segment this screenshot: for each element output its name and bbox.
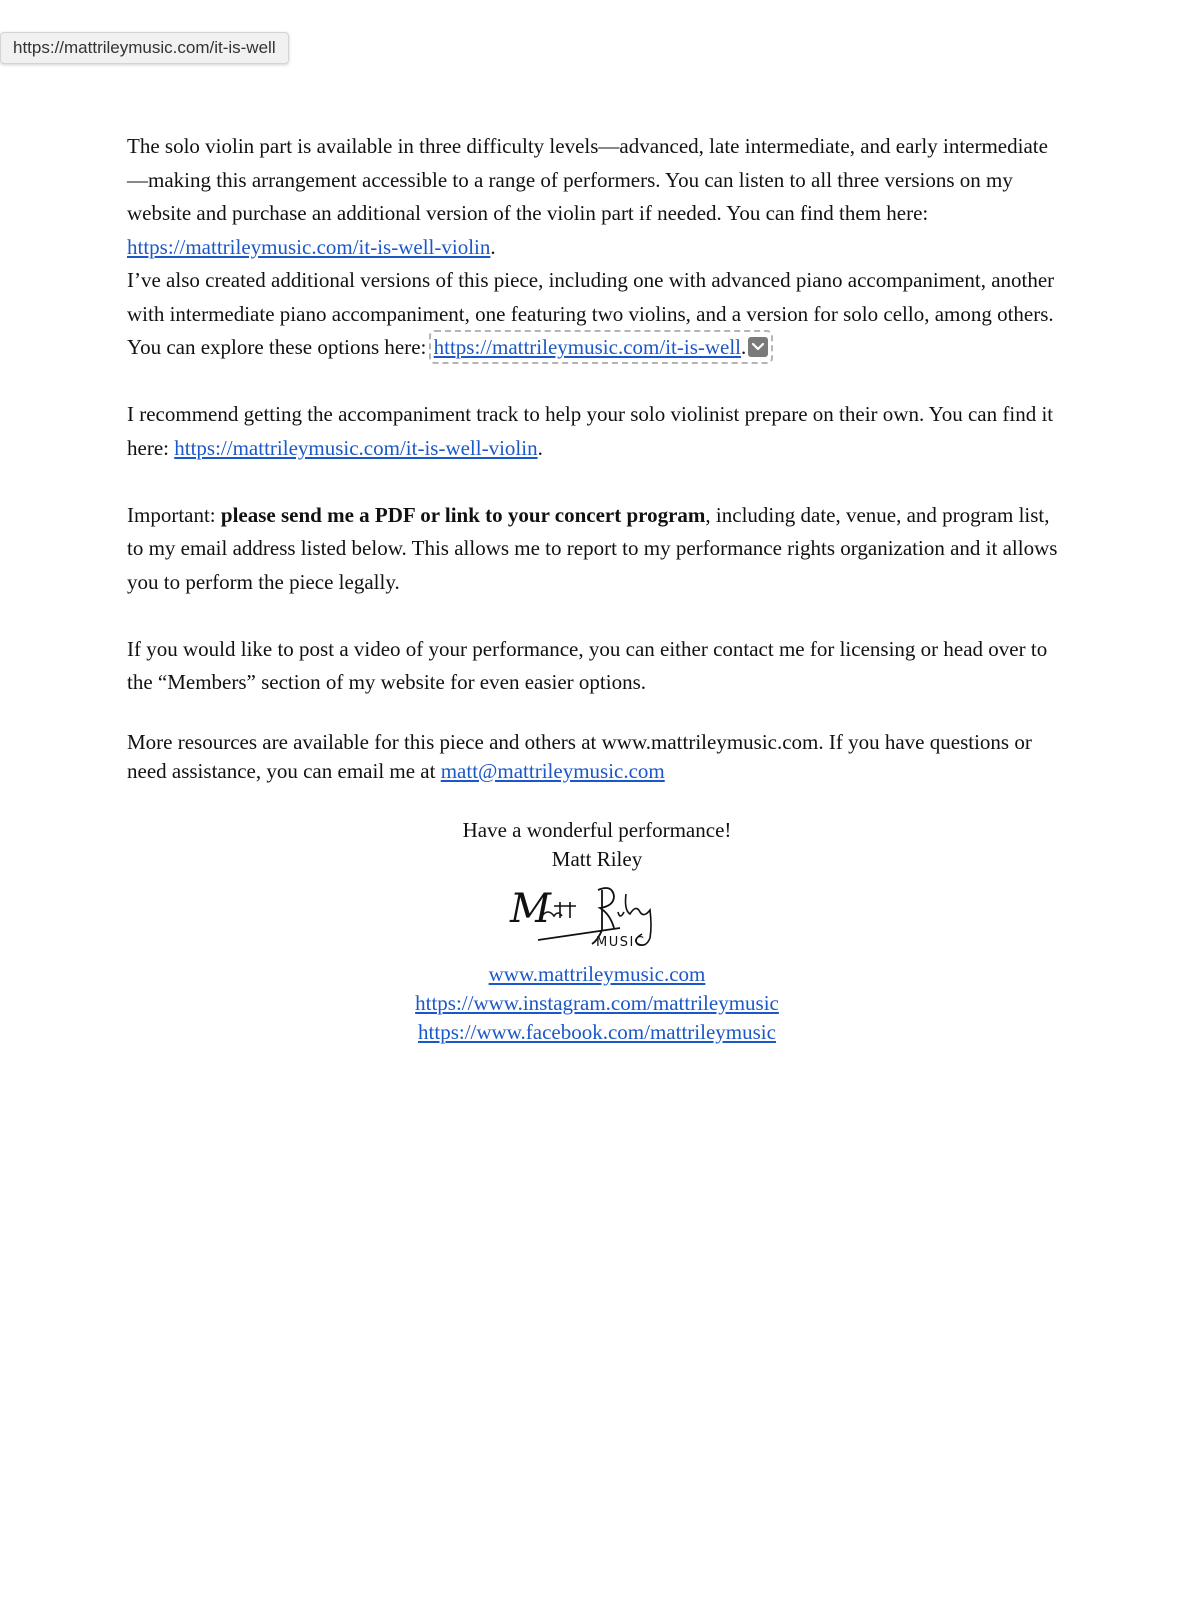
paragraph-accompaniment: I recommend getting the accompaniment track to help your solo violinist prepare on their own. You can find it here: https://mattrileymusic.com/it-is-well-violin. — [127, 402, 1054, 460]
accompaniment-link[interactable]: https://mattrileymusic.com/it-is-well-violin — [174, 435, 538, 460]
instagram-link[interactable]: https://www.instagram.com/mattrileymusic — [415, 990, 779, 1015]
closing-block — [127, 816, 1067, 874]
paragraph-other-versions — [127, 264, 1067, 365]
important-emphasis: please send me a PDF or link to your concert program — [220, 502, 706, 527]
paragraph-important: Important: please send me a PDF or link to your concert program, including date, venue, and program list, to my email address listed below. This allows me to report to my performance rights organization and it allows you to perform the piece legally. — [127, 502, 1058, 594]
paragraph-video: If you would like to post a video of your performance, you can either contact me for licensing or head over to the “Members” section of my website for even easier options. — [127, 636, 1048, 694]
paragraph-text: The solo violin part is available in three difficulty levels—advanced, late intermediate, and early intermediate—making this arrangement accessible to a range of performers. You can listen to all three versions on my website and purchase an additional version of the violin part if needed. You can find them here: — [127, 134, 1048, 225]
it-is-well-link[interactable]: https://mattrileymusic.com/it-is-well — [433, 335, 742, 359]
signature-subtext: MUSIC — [596, 934, 646, 950]
author-name: Matt Riley — [551, 846, 643, 871]
document-body — [127, 130, 1067, 1047]
email-link[interactable]: matt@mattrileymusic.com — [440, 758, 665, 783]
paragraph-violin-levels: The solo violin part is available in three difficulty levels—advanced, late intermediate, and early intermediate—making this arrangement accessible to a range of performers. You can listen to all three versions on my website and purchase an additional version of the violin part if needed. You can find them here: https://mattrileymusic.com/it-is-well-violin. — [127, 134, 1048, 259]
violin-link[interactable]: https://mattrileymusic.com/it-is-well-violin — [127, 234, 491, 259]
footer-links — [127, 960, 1067, 1047]
paragraph-text: I recommend getting the accompaniment track to help your solo violinist prepare on their own. You can find it here: — [127, 402, 1054, 460]
chevron-down-icon[interactable] — [748, 337, 768, 357]
paragraph-text: I’ve also created additional versions of this piece, including one with advanced piano accompaniment, another with intermediate piano accompaniment, one featuring two violins, and a version for solo cello, among others. You can explore these options here: — [127, 268, 1055, 359]
closing-greeting: Have a wonderful performance! — [462, 817, 732, 842]
svg-text:M: M — [510, 885, 551, 932]
signature-logo — [502, 880, 692, 956]
link-url-tooltip: https://mattrileymusic.com/it-is-well — [0, 32, 289, 64]
facebook-link[interactable]: https://www.facebook.com/mattrileymusic — [418, 1019, 776, 1044]
website-link[interactable]: www.mattrileymusic.com — [488, 961, 706, 986]
smart-chip-link[interactable]: https://mattrileymusic.com/it-is-well. — [432, 333, 771, 361]
paragraph-resources: More resources are available for this piece and others at www.mattrileymusic.com. If you have questions or need assistance, you can email me at matt@mattrileymusic.com — [127, 729, 1032, 783]
